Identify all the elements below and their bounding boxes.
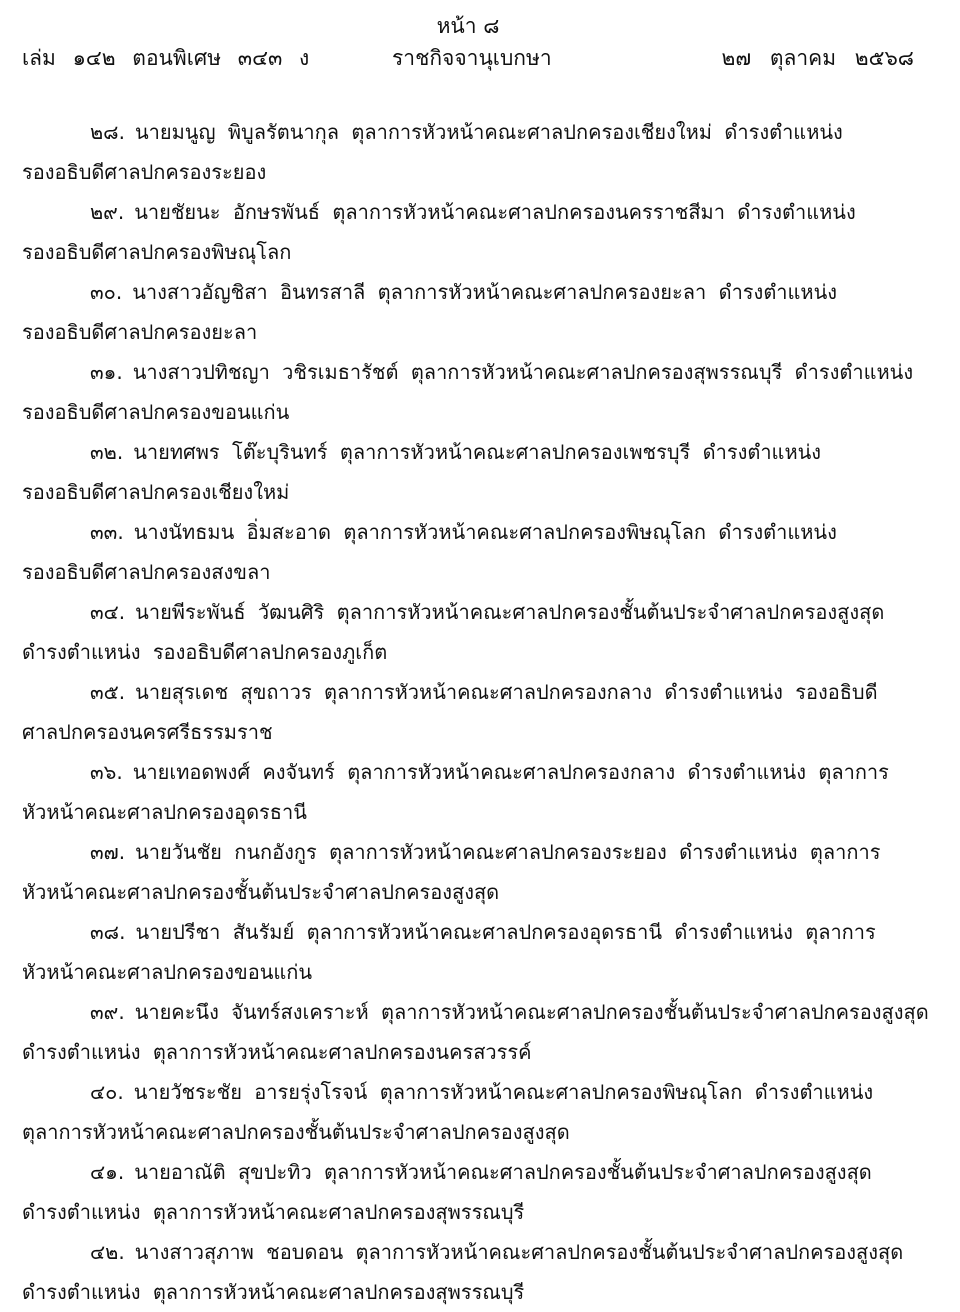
entry-first-line bbox=[22, 672, 914, 712]
entry-first-line bbox=[22, 592, 914, 632]
entry-text-line1: นายเทอดพงศ์ คงจันทร์ ตุลาการหัวหน้าคณะศาลปกครองกลาง ดำรงตำแหน่ง ตุลาการ bbox=[132, 760, 889, 784]
entry-first-line bbox=[22, 992, 929, 1032]
appointment-entry bbox=[22, 512, 914, 592]
entry-number: ๓๑. bbox=[90, 360, 123, 384]
entry-text-line2: หัวหน้าคณะศาลปกครองขอนแก่น bbox=[22, 960, 313, 984]
entry-text-line2: ตุลาการหัวหน้าคณะศาลปกครองชั้นต้นประจำศาลปกครองสูงสุด bbox=[22, 1120, 570, 1144]
entry-first-line bbox=[22, 432, 914, 472]
gazette-title: ราชกิจจานุเบกษา bbox=[392, 46, 552, 70]
entry-text-line2: หัวหน้าคณะศาลปกครองอุดรธานี bbox=[22, 800, 307, 824]
entry-number: ๓๐. bbox=[90, 280, 123, 304]
entry-text-line1: นายมนูญ พิบูลรัตนากุล ตุลาการหัวหน้าคณะศาลปกครองเชียงใหม่ ดำรงตำแหน่ง bbox=[134, 120, 843, 144]
entry-text-line1: นางสาวสุภาพ ชอบดอน ตุลาการหัวหน้าคณะศาลปกครองชั้นต้นประจำศาลปกครองสูงสุด bbox=[134, 1240, 904, 1264]
publication-date: ๒๗ ตุลาคม ๒๕๖๘ bbox=[721, 46, 914, 70]
entry-text-line2: รองอธิบดีศาลปกครองสงขลา bbox=[22, 560, 271, 584]
entry-number: ๒๙. bbox=[90, 200, 125, 224]
entry-number: ๔๒. bbox=[90, 1240, 125, 1264]
entry-text-line1: นายคะนึง จันทร์สงเคราะห์ ตุลาการหัวหน้าคณะศาลปกครองชั้นต้นประจำศาลปกครองสูงสุด bbox=[134, 1000, 929, 1024]
appointment-entry bbox=[22, 1232, 914, 1312]
entry-first-line bbox=[22, 1072, 914, 1112]
appointment-list bbox=[22, 112, 929, 1312]
entry-text-line2: หัวหน้าคณะศาลปกครองชั้นต้นประจำศาลปกครองสูงสุด bbox=[22, 880, 500, 904]
appointment-entry bbox=[22, 432, 914, 512]
entry-number: ๓๘. bbox=[90, 920, 126, 944]
appointment-entry bbox=[22, 592, 914, 672]
entry-first-line bbox=[22, 192, 914, 232]
entry-first-line bbox=[22, 512, 914, 552]
appointment-entry bbox=[22, 112, 914, 192]
entry-text-line1: นายวัชระชัย อารยรุ่งโรจน์ ตุลาการหัวหน้าคณะศาลปกครองพิษณุโลก ดำรงตำแหน่ง bbox=[133, 1080, 874, 1104]
entry-text-line2: ดำรงตำแหน่ง ตุลาการหัวหน้าคณะศาลปกครองสุพรรณบุรี bbox=[22, 1200, 525, 1224]
entry-text-line1: นายทศพร โต๊ะบุรินทร์ ตุลาการหัวหน้าคณะศาลปกครองเพชรบุรี ดำรงตำแหน่ง bbox=[133, 440, 822, 464]
entry-number: ๓๗. bbox=[90, 840, 126, 864]
appointment-entry bbox=[22, 992, 929, 1072]
entry-first-line bbox=[22, 752, 914, 792]
entry-text-line2: รองอธิบดีศาลปกครองยะลา bbox=[22, 320, 258, 344]
entry-text-line2: ดำรงตำแหน่ง ตุลาการหัวหน้าคณะศาลปกครองสุพรรณบุรี bbox=[22, 1280, 525, 1304]
entry-text-line2: ศาลปกครองนครศรีธรรมราช bbox=[22, 720, 273, 744]
entry-number: ๒๘. bbox=[90, 120, 125, 144]
appointment-entry bbox=[22, 352, 914, 432]
appointment-entry bbox=[22, 752, 914, 832]
entry-number: ๓๖. bbox=[90, 760, 123, 784]
entry-text-line2: รองอธิบดีศาลปกครองระยอง bbox=[22, 160, 267, 184]
appointment-entry bbox=[22, 672, 914, 752]
entry-first-line bbox=[22, 832, 914, 872]
gazette-header bbox=[22, 42, 914, 74]
entry-text-line1: นายปรีชา สันรัมย์ ตุลาการหัวหน้าคณะศาลปกครองอุดรธานี ดำรงตำแหน่ง ตุลาการ bbox=[135, 920, 876, 944]
entry-number: ๔๐. bbox=[90, 1080, 124, 1104]
entry-first-line bbox=[22, 1232, 914, 1272]
appointment-entry bbox=[22, 832, 914, 912]
entry-first-line bbox=[22, 272, 914, 312]
entry-number: ๓๔. bbox=[90, 600, 126, 624]
entry-first-line bbox=[22, 912, 914, 952]
entry-first-line bbox=[22, 352, 914, 392]
entry-number: ๔๑. bbox=[90, 1160, 125, 1184]
entry-text-line1: นายพีระพันธ์ วัฒนศิริ ตุลาการหัวหน้าคณะศาลปกครองชั้นต้นประจำศาลปกครองสูงสุด bbox=[135, 600, 885, 624]
entry-text-line1: นายอาณัติ สุขปะทิว ตุลาการหัวหน้าคณะศาลปกครองชั้นต้นประจำศาลปกครองสูงสุด bbox=[134, 1160, 872, 1184]
entry-number: ๓๙. bbox=[90, 1000, 125, 1024]
appointment-entry bbox=[22, 1152, 914, 1232]
entry-text-line1: นางนัทธมน อิ่มสะอาด ตุลาการหัวหน้าคณะศาลปกครองพิษณุโลก ดำรงตำแหน่ง bbox=[133, 520, 837, 544]
entry-text-line1: นายวันชัย กนกอังกูร ตุลาการหัวหน้าคณะศาลปกครองระยอง ดำรงตำแหน่ง ตุลาการ bbox=[135, 840, 881, 864]
appointment-entry bbox=[22, 192, 914, 272]
appointment-entry bbox=[22, 912, 914, 992]
entry-text-line1: นางสาวอัญชิสา อินทรสาลี ตุลาการหัวหน้าคณะศาลปกครองยะลา ดำรงตำแหน่ง bbox=[132, 280, 838, 304]
appointment-entry bbox=[22, 272, 914, 352]
entry-number: ๓๕. bbox=[90, 680, 126, 704]
entry-text-line2: รองอธิบดีศาลปกครองขอนแก่น bbox=[22, 400, 290, 424]
entry-text-line2: ดำรงตำแหน่ง รองอธิบดีศาลปกครองภูเก็ต bbox=[22, 640, 388, 664]
entry-text-line1: นายสุรเดช สุขถาวร ตุลาการหัวหน้าคณะศาลปกครองกลาง ดำรงตำแหน่ง รองอธิบดี bbox=[135, 680, 878, 704]
page-number: หน้า ๘ bbox=[436, 14, 500, 38]
appointment-entry bbox=[22, 1072, 914, 1152]
entry-first-line bbox=[22, 112, 914, 152]
entry-text-line2: ดำรงตำแหน่ง ตุลาการหัวหน้าคณะศาลปกครองนครสวรรค์ bbox=[22, 1040, 532, 1064]
entry-text-line1: นางสาวปทิชญา วชิรเมธารัชต์ ตุลาการหัวหน้าคณะศาลปกครองสุพรรณบุรี ดำรงตำแหน่ง bbox=[132, 360, 914, 384]
entry-text-line2: รองอธิบดีศาลปกครองเชียงใหม่ bbox=[22, 480, 290, 504]
volume-issue: เล่ม ๑๔๒ ตอนพิเศษ ๓๔๓ ง bbox=[22, 46, 310, 70]
entry-number: ๓๓. bbox=[90, 520, 124, 544]
entry-first-line bbox=[22, 1152, 914, 1192]
entry-text-line1: นายชัยนะ อักษรพันธ์ ตุลาการหัวหน้าคณะศาลปกครองนครราชสีมา ดำรงตำแหน่ง bbox=[134, 200, 856, 224]
entry-text-line2: รองอธิบดีศาลปกครองพิษณุโลก bbox=[22, 240, 292, 264]
entry-number: ๓๒. bbox=[90, 440, 124, 464]
